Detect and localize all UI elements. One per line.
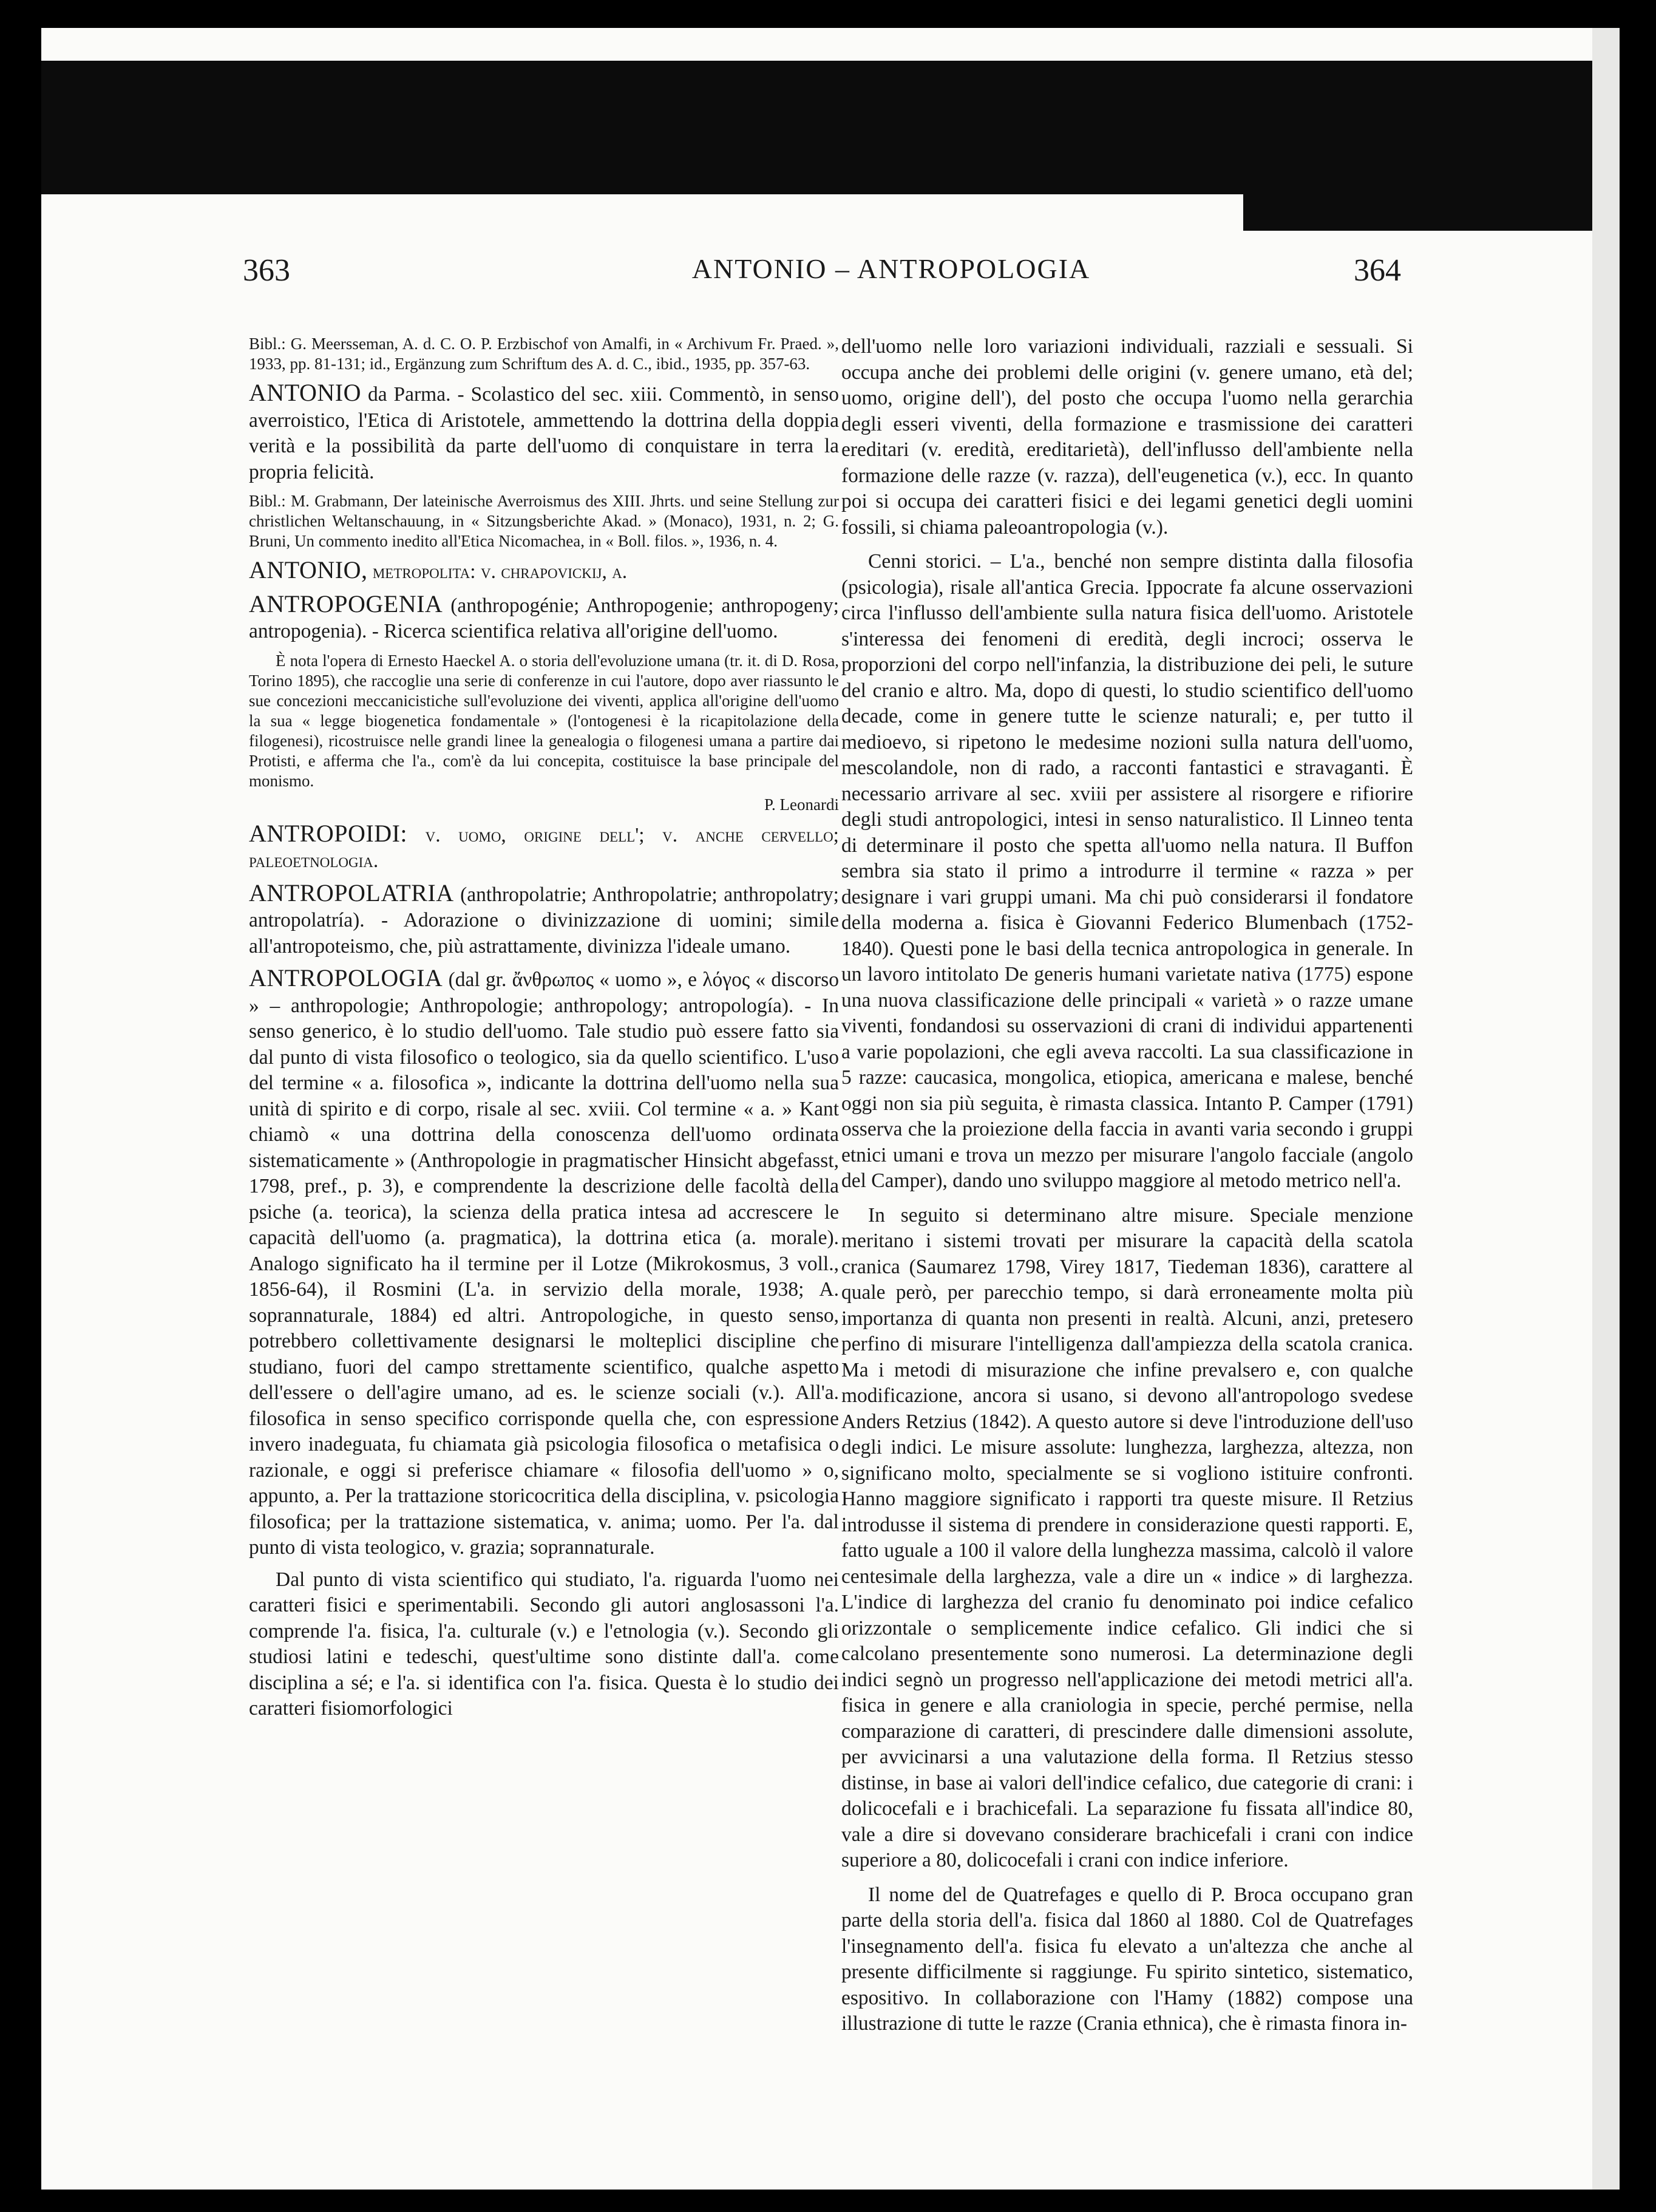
scan-top-right-dark-band [1243, 61, 1620, 231]
entry-paragraph: È nota l'opera di Ernesto Haeckel A. o storia dell'evoluzione umana (tr. it. di D. Rosa, Torino 1895), che raccoglie una serie di conferenze in cui l'autore, dopo aver riassunto le sue concezioni meccanicistiche sull'evoluzione dei viventi, applica all'origine dell'uomo la sua « legge biogenetica fondamentale » (l'ontogenesi è la ricapitolazione della filogenesi), ricostruisce nelle grandi linee la genealogia o filogenesi umana a partire dai Protisti, e afferma che l'a., com'è da lui concepita, costituisce la base principale del monismo. [249, 651, 839, 790]
entry-antropogenia [249, 591, 839, 645]
entry-text: metropolita: v. chrapovickij, a. [367, 560, 628, 583]
entry-paragraph: Il nome del de Quatrefages e quello di P. Broca occupano gran parte della storia dell'a. fisica dal 1860 al 1880. Col de Quatrefages l'insegnamento dell'a. fisica fu elevato a un'altezza che anche al presente difficilmente si raggiunge. Fu spirito sintetico, sistematico, espositivo. In collaborazione con l'Hamy (1882) compose una illustrazione di tutte le razze (Crania ethnica), che è rimasta finora in- [841, 1883, 1413, 2035]
page-right-edge [1592, 28, 1620, 2190]
bibliography: Bibl.: G. Meersseman, A. d. C. O. P. Erzbischof von Amalfi, in « Archivum Fr. Praed. », 1933, pp. 81-131; id., Ergänzung zum Schriftum des A. d. C., ibid., 1935, pp. 357-63. [249, 335, 839, 373]
entry-antonio-metropolita [249, 557, 839, 585]
entry-text: da Parma. - Scolastico del sec. xiii. Commentò, in senso averroistico, l'Etica di Aristotele, ammettendo la dottrina della doppia verità e la possibilità da parte dell'uomo di conquistare in terra la propria felicità. [249, 383, 839, 483]
right-column [841, 334, 1413, 2037]
bibliography: Bibl.: M. Grabmann, Der lateinische Averroismus des XIII. Jhrts. und seine Stellung zur christlichen Weltanschauung, in « Sitzungsberichte Akad. » (Monaco), 1931, n. 2; G. Bruni, Un commento inedito all'Etica Nicomachea, in « Boll. filos. », 1936, n. 4. [249, 492, 839, 550]
entry-headword: ANTROPOLOGIA [249, 964, 443, 992]
entry-paragraph: Cenni storici. – L'a., benché non sempre distinta dalla filosofia (psicologia), risale all'antica Grecia. Ippocrate fa alcune osservazioni circa l'influsso dell'ambiente sulla natura fisica dell'uomo. Aristotele s'interessa dei fenomeni di eredità, degli incroci; osserva le proporzioni del corpo nell'infanzia, la distribuzione dei peli, le suture del cranio e altro. Ma, dopo di questi, lo studio scientifico dell'uomo decade, come in genere tutte le scienze naturali; e, per tutto il medioevo, si ripetono le medesime nozioni sulla natura dell'uomo, mescolandole, non di rado, a racconti fantastici e stravaganti. È necessario arrivare al sec. xviii per assistere al risorgere e rifiorire degli studi antropologici, intesi in senso naturalistico. Il Linneo tenta di determinare il posto che spetta all'uomo nella natura. Il Buffon sembra sia stato il primo a introdurre il termine « razza » per designare i vari gruppi umani. Ma chi può considerarsi il fondatore della moderna a. fisica è Giovanni Federico Blumenbach (1752-1840). Questi pone le basi della tecnica antropologica in generale. In un lavoro intitolato De generis humani varietate nativa (1775) espone una nuova classificazione delle principali « varietà » o razze umane viventi, fondandosi su osservazioni di crani di individui appartenenti a varie popolazioni, che egli aveva raccolti. La sua classificazione in 5 razze: caucasica, mongolica, etiopica, americana e malese, benché oggi non sia più seguita, è rimasta classica. Intanto P. Camper (1791) osserva che la proiezione della faccia in avanti varia secondo i gruppi etnici umani e trova un mezzo per misurare l'angolo facciale (angolo del Camper), dando uno sviluppo maggiore al metodo metrico nell'a. [841, 550, 1413, 1192]
entry-antropolatria [249, 880, 839, 960]
author-signature: P. Leonardi [764, 795, 839, 814]
entry-headword: ANTROPOLATRIA [249, 879, 454, 907]
left-column [249, 334, 839, 1722]
entry-text: (dal gr. ἄνθρωπος « uomo », e λόγος « discorso » – anthropologie; Anthropologie; anthropology; antropología). - In senso generico, è lo studio dell'uomo. Tale studio può essere fatto sia dal punto di vista filosofico o teologico, sia da quello scientifico. L'uso del termine « a. filosofica », indicante la dottrina dell'uomo nella sua unità di spirito e di corpo, risale al sec. xviii. Col termine « a. » Kant chiamò « una dottrina della conoscenza dell'uomo ordinata sistematicamente » (Anthropologie in pragmatischer Hinsicht abgefasst, 1798, pref., p. 3), e comprendente la descrizione delle facoltà della psiche (a. teorica), la scienza della pratica intesa ad accrescere le capacità dell'uomo (a. pragmatica), la dottrina etica (a. morale). Analogo significato ha il termine per il Lotze (Mikrokosmus, 3 voll., 1856-64), il Rosmini (L'a. in servizio della morale, 1938; A. soprannaturale, 1884) ed altri. Antropologiche, in questo senso, potrebbero collettivamente designarsi le molteplici discipline che studiano, fuori del campo strettamente scientifico, qualche aspetto dell'essere o dell'agire umano, ad es. le scienze sociali (v.). All'a. filosofica in senso specifico corrisponde quella che, con espressione invero inadeguata, fu chiamata già psicologia filosofica o metafisica o razionale, e oggi si preferisce chiamare « filosofia dell'uomo » o, appunto, a. Per la trattazione storicocritica della disciplina, v. psicologia filosofica; per la trattazione sistematica, v. anima; uomo. Per l'a. dal punto di vista teologico, v. grazia; soprannaturale. [249, 968, 839, 1559]
running-head: ANTONIO – ANTROPOLOGIA [691, 253, 1091, 284]
entry-headword: ANTONIO [249, 379, 361, 406]
entry-paragraph: In seguito si determinano altre misure. Speciale menzione meritano i sistemi trovati per misurare la capacità della scatola cranica (Saumarez 1798, Virey 1817, Tiedeman 1836), carattere al quale però, per parecchio tempo, si darà erroneamente molta più importanza di quanta non presenti in realtà. Alcuni, anzi, pretesero perfino di misurare l'intelligenza dall'ampiezza della scatola cranica. Ma i metodi di misurazione che infine prevalsero e, con qualche modificazione, ancora si usano, si devono all'antropologo svedese Anders Retzius (1842). A questo autore si deve l'introduzione dell'uso degli indici. Le misure assolute: lunghezza, larghezza, altezza, non significano molto, specialmente se si vogliono istituire confronti. Hanno maggiore significato i rapporti tra queste misure. Il Retzius introdusse il sistema di prendere in considerazione questi rapporti. E, fatto uguale a 100 il valore della lunghezza massima, calcolò il valore centesimale della larghezza, vale a dire un « indice » di larghezza. L'indice di larghezza del cranio fu denominato poi indice cefalico orizzontale o semplicemente indice cefalico. Gli indici che si calcolano presentemente sono numerosi. La determinazione degli indici segnò un progresso nell'applicazione dei metodi metrici all'a. fisica in genere e alla craniologia in specie, perché permise, nella comparazione di caratteri, di prescindere dalle dimensioni assolute, per avvicinarsi a una valutazione della forma. Il Retzius stesso distinse, in base ai valori dell'indice cefalico, due categorie di crani: i dolicocefali e i brachicefali. La separazione fu fissata all'indice 80, vale a dire si dovevano considerare brachicefali i crani con indice superiore a 80, dolicocefali i crani con indice inferiore. [841, 1203, 1413, 1871]
entry-paragraph: Dal punto di vista scientifico qui studiato, l'a. riguarda l'uomo nei caratteri fisici e sperimentabili. Secondo gli autori anglosassoni l'a. comprende l'a. fisica, l'a. culturale (v.) e l'etnologia (v.). Secondo gli studiosi latini e tedeschi, quest'ultime sono distinte dall'a. come disciplina a sé; e l'a. si identifica con l'a. fisica. Questa è lo studio dei caratteri fisiomorfologici [249, 1568, 839, 1720]
scanned-page [41, 28, 1620, 2190]
entry-antropoidi [249, 821, 839, 874]
entry-text: (anthropolatrie; Anthropolatrie; anthropolatry; antropolatría). - Adorazione o divinizzazione di uomini; simile all'antropoteismo, che, più astrattamente, divinizza l'ideale umano. [249, 883, 839, 958]
entry-paragraph: dell'uomo nelle loro variazioni individuali, razziali e sessuali. Si occupa anche dei problemi delle origini (v. genere umano, età del; uomo, origine dell'), del posto che occupa l'uomo nella gerarchia degli esseri viventi, della formazione e trasmissione dei caratteri ereditari (v. eredità, ereditarietà), dell'influsso dell'ambiente nella formazione delle razze (v. razza), dell'eugenetica (v.), ecc. In quanto poi si occupa dei caratteri fisici e dei legami genetici degli uomini fossili, si chiama paleoantropologia (v.). [841, 335, 1413, 539]
scan-top-dark-band [41, 61, 1401, 194]
entry-headword: ANTONIO, [249, 556, 368, 584]
entry-headword: ANTROPOGENIA [249, 590, 443, 618]
entry-text: v. uomo, origine dell'; v. anche cervello; paleoetnologia. [249, 823, 839, 872]
entry-antropologia [249, 965, 839, 1561]
page-number-left: 363 [243, 253, 290, 288]
entry-text: (anthropogénie; Anthropogenie; anthropogeny; antropogenia). - Ricerca scientifica relativa all'origine dell'uomo. [249, 594, 839, 642]
page-number-right: 364 [1354, 253, 1401, 288]
entry-antonio-da-parma [249, 380, 839, 485]
entry-headword: ANTROPOIDI: [249, 819, 408, 847]
